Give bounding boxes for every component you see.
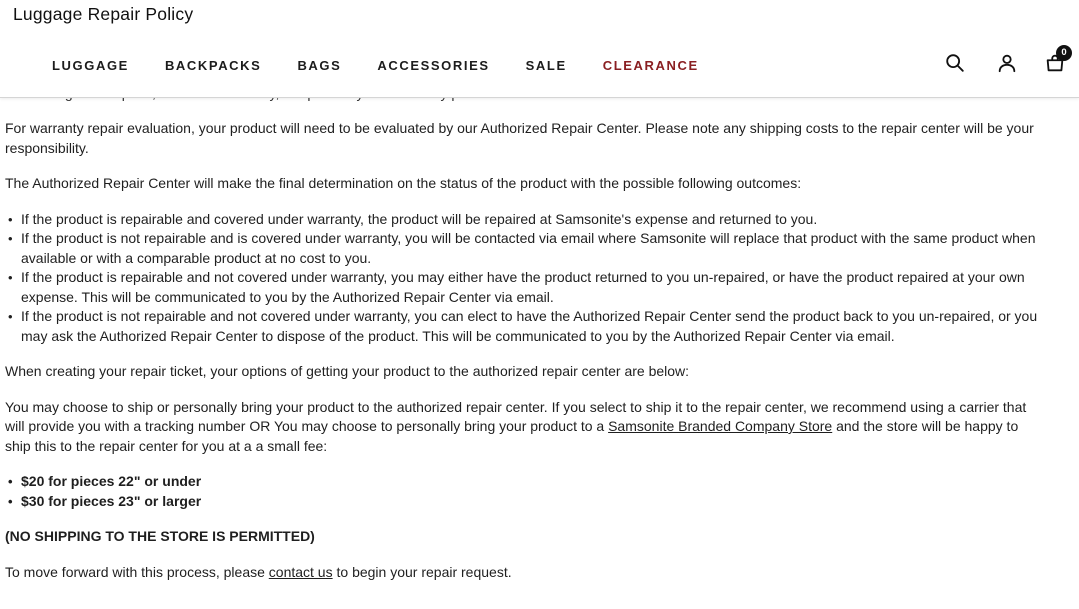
repair-ticket-options-paragraph: When creating your repair ticket, your options of getting your product to the authorized repair center are below:: [5, 363, 690, 379]
shipping-text-after: and the store will be happy to ship this to the repair center for you at a a small fee:: [5, 418, 1019, 454]
cart-count-badge: 0: [1056, 45, 1072, 61]
list-item: • If the product is repairable and covered under warranty, the product will be repaired at Samsonite's expense and returned to you.: [5, 210, 1040, 230]
outcomes-list: [5, 210, 1040, 347]
list-item: • If the product is repairable and not covered under warranty, you may either have the product returned to you un-repaired, or have the product repaired at your own expense. This will be communicated to you by the Authorized Repair Center via email.: [5, 268, 1040, 307]
site-header: [0, 0, 1079, 98]
shipping-text-before: You may choose to ship or personally bring your product to the authorized repair center. If you select to ship it to the repair center, we recommend using a carrier that will provide you with a tracking number OR You may choose to personally bring your product to a: [5, 398, 1027, 434]
contact-text-after: to begin your repair request.: [332, 563, 512, 580]
nav-item-accessories[interactable]: ACCESSORIES: [377, 58, 490, 73]
warranty-evaluation-paragraph: For warranty repair evaluation, your product will need to be evaluated by our Authorized Repair Center. Please note any shipping costs to the repair center will be your responsibility.: [5, 120, 1034, 156]
contact-paragraph: [5, 563, 1040, 583]
user-icon[interactable]: [996, 52, 1018, 74]
nav-item-bags[interactable]: BAGS: [297, 58, 342, 73]
nav-item-backpacks[interactable]: BACKPACKS: [164, 58, 262, 73]
contact-text-before: To move forward with this process, please: [5, 563, 269, 580]
fees-list: [5, 472, 1040, 511]
outcomes-intro-paragraph: The Authorized Repair Center will make the final determination on the status of the product with the possible following outcomes:: [5, 175, 802, 191]
main-nav: [52, 58, 735, 73]
company-store-link[interactable]: Samsonite Branded Company Store: [608, 418, 833, 434]
shopping-bag-icon[interactable]: [1044, 47, 1067, 74]
nav-item-clearance[interactable]: CLEARANCE: [602, 58, 699, 73]
nav-item-sale[interactable]: SALE: [525, 58, 567, 73]
nav-item-luggage[interactable]: LUGGAGE: [52, 58, 129, 73]
shipping-options-paragraph: [5, 398, 1040, 457]
policy-content: [5, 84, 1040, 598]
list-item: • If the product is not repairable and not covered under warranty, you can elect to have the Authorized Repair Center send the product back to you un-repaired, or you may ask the Authorized Repair Center to dispose of the product. This will be communicated to you by the Authorized Repair Center via email.: [5, 307, 1040, 346]
search-icon[interactable]: [944, 52, 966, 74]
contact-us-link[interactable]: contact us: [268, 563, 333, 580]
list-item: • $30 for pieces 23" or larger: [5, 492, 1040, 512]
page-title: Luggage Repair Policy: [13, 4, 194, 24]
list-item: • $20 for pieces 22" or under: [5, 472, 1040, 492]
list-item: • If the product is not repairable and is covered under warranty, you will be contacted via email where Samsonite will replace that product with the same product when available or with a comparable product at no cost to you.: [5, 229, 1040, 268]
no-shipping-notice: (NO SHIPPING TO THE STORE IS PERMITTED): [5, 528, 315, 544]
header-actions: [919, 47, 1079, 78]
